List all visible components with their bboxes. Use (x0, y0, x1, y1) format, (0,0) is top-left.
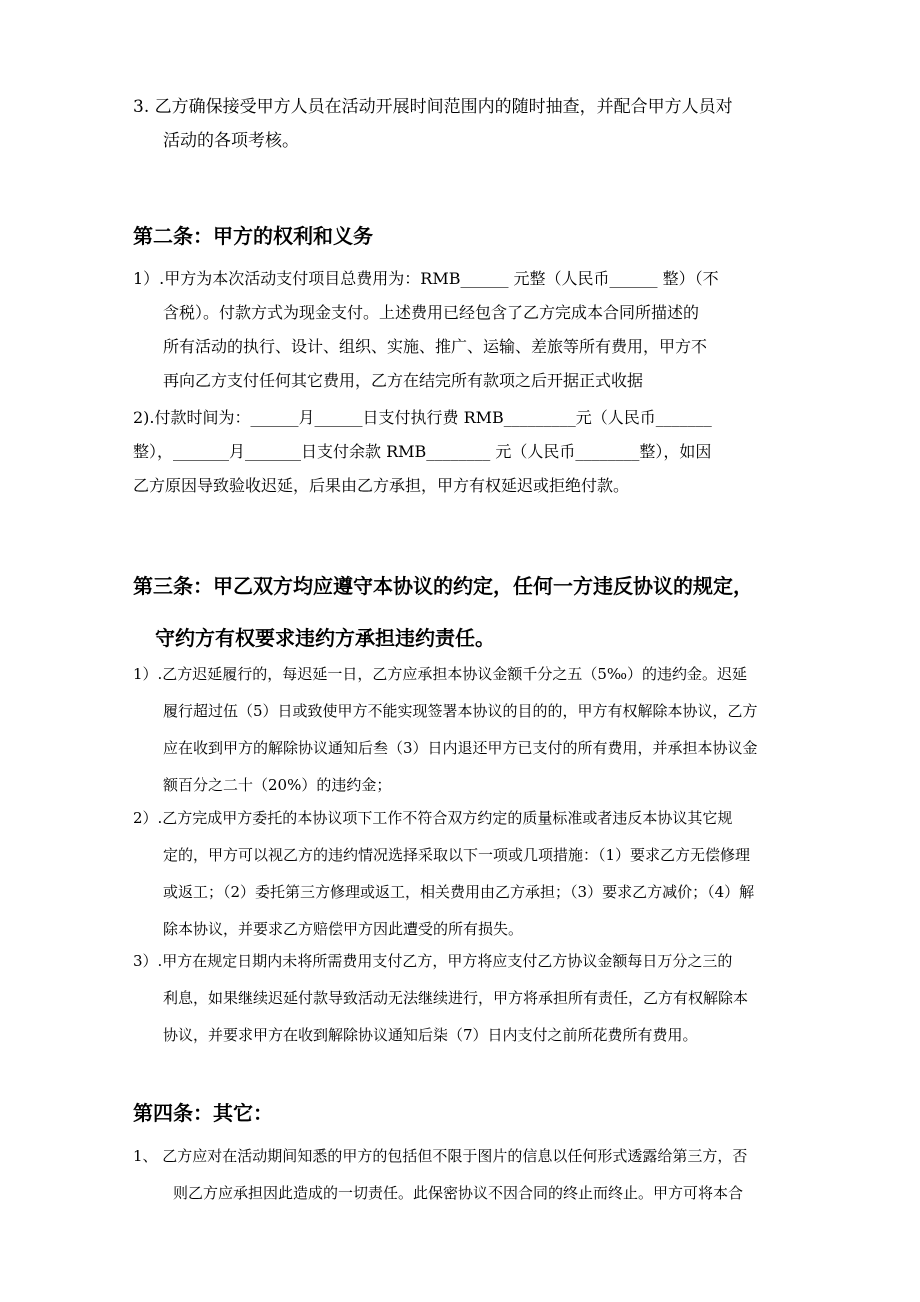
article-4-paragraph-1 (133, 1138, 793, 1212)
text-line: 所有活动的执行、设计、组织、实施、推广、运输、差旅等所有费用，甲方不 (163, 337, 708, 356)
text-line: 1）.甲方为本次活动支付项目总费用为：RMB______ 元整（人民币______ 整）（不 (133, 269, 719, 288)
article-3-paragraph-3 (133, 943, 793, 1054)
text-line: 协议，并要求甲方在收到解除协议通知后柒（7）日内支付之前所花费所有费用。 (163, 1026, 698, 1044)
article-2-paragraph-1 (133, 262, 793, 398)
text-line: 整），_______月_______日支付余款 RMB________ 元（人民币________整），如因 (133, 442, 712, 461)
text-line: 1）.乙方迟延履行的，每迟延一日，乙方应承担本协议金额千分之五（5‰）的违约金。迟延 (133, 665, 747, 683)
article-3-paragraph-1 (133, 656, 793, 804)
text-line: 1、 乙方应对在活动期间知悉的甲方的包括但不限于图片的信息以任何形式透露给第三方，否 (133, 1147, 748, 1165)
text-line: 定的，甲方可以视乙方的违约情况选择采取以下一项或几项措施：（1）要求乙方无偿修理 (163, 846, 751, 864)
article-2-paragraph-2 (133, 401, 793, 503)
text-line: 乙方原因导致验收迟延，后果由乙方承担，甲方有权延迟或拒绝付款。 (133, 476, 630, 495)
article-4-heading: 第四条：其它： (133, 1101, 273, 1125)
article-2-heading: 第二条：甲方的权利和义务 (133, 224, 373, 248)
text-line: 利息，如果继续迟延付款导致活动无法继续进行，甲方将承担所有责任，乙方有权解除本 (163, 989, 749, 1007)
text-line: 3. 乙方确保接受甲方人员在活动开展时间范围内的随时抽查，并配合甲方人员对 (133, 97, 733, 117)
text-line: 守约方有权要求违约方承担违约责任。 (155, 626, 495, 650)
text-line: 或返工；（2）委托第三方修理或返工，相关费用由乙方承担；（3）要求乙方减价；（4）解 (163, 883, 755, 901)
text-line: 活动的各项考核。 (163, 131, 299, 151)
article-3-paragraph-2 (133, 800, 793, 948)
text-line: 应在收到甲方的解除协议通知后叁（3）日内退还甲方已支付的所有费用，并承担本协议金 (163, 739, 758, 757)
text-line: 3）.甲方在规定日期内未将所需费用支付乙方，甲方将应支付乙方协议金额每日万分之三的 (133, 952, 733, 970)
text-line: 含税）。付款方式为现金支付。上述费用已经包含了乙方完成本合同所描述的 (163, 303, 700, 322)
text-line: 则乙方应承担因此造成的一切责任。此保密协议不因合同的终止而终止。甲方可将本合 (173, 1184, 744, 1202)
text-line: 2).付款时间为：______月______日支付执行费 RMB_________元（人民币_______ (133, 408, 712, 427)
text-line: 2）.乙方完成甲方委托的本协议项下工作不符合双方约定的质量标准或者违反本协议其它规 (133, 809, 733, 827)
clause-item-3 (133, 90, 793, 158)
text-line: 第三条：甲乙双方均应遵守本协议的约定，任何一方违反协议的规定， (133, 574, 753, 598)
text-line: 额百分之二十（20%）的违约金； (163, 776, 392, 794)
article-3-heading (133, 566, 753, 658)
text-line: 除本协议，并要求乙方赔偿甲方因此遭受的所有损失。 (163, 920, 524, 938)
text-line: 履行超过伍（5）日或致使甲方不能实现签署本协议的目的的，甲方有权解除本协议，乙方 (163, 702, 758, 720)
text-line: 再向乙方支付任何其它费用，乙方在结完所有款项之后开据正式收据 (163, 371, 644, 390)
